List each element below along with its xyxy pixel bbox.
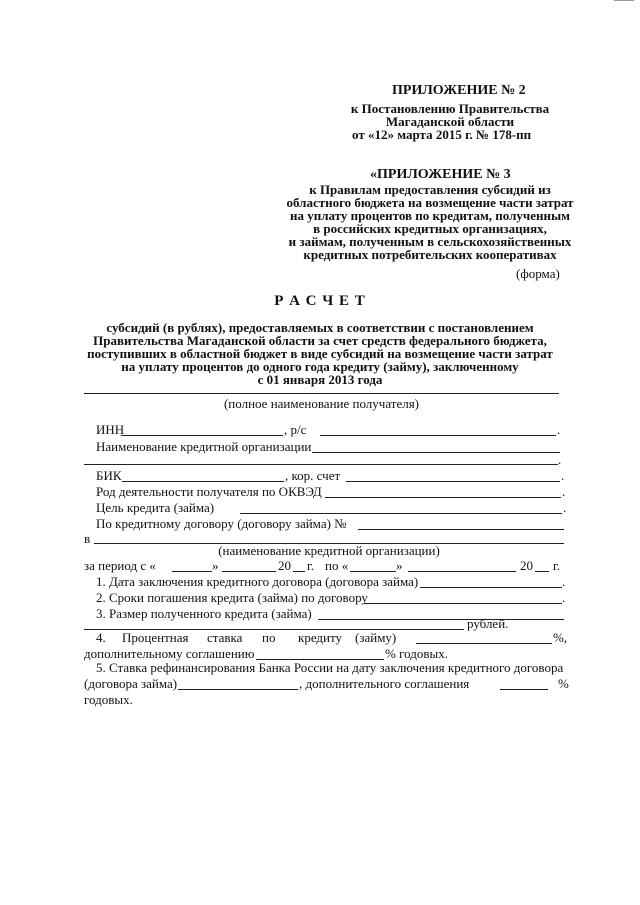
subtitle-line: с 01 января 2013 года [257, 372, 383, 387]
item1-field[interactable] [420, 587, 562, 588]
item4-rate-field[interactable] [416, 643, 552, 644]
doc-title: Р А С Ч Е Т [274, 293, 366, 309]
contract-number-field[interactable] [358, 529, 564, 530]
item4-line2-label: дополнительному соглашению [84, 646, 255, 661]
item5-supplement-rate-field[interactable] [500, 689, 548, 690]
okved-label: Род деятельности получателя по ОКВЭД [96, 484, 322, 499]
kor-field[interactable] [346, 481, 560, 482]
item3-label: 3. Размер полученного кредита (займа) [96, 606, 312, 621]
period-to-day-field[interactable] [350, 571, 396, 572]
period-from-month-field[interactable] [222, 571, 276, 572]
appendix3-line: областного бюджета на возмещение части затрат [286, 195, 574, 210]
item2-label: 2. Сроки погашения кредита (займа) по договору [96, 590, 368, 605]
subtitle-line: субсидий (в рублях), предоставляемых в соответствии с постановлением [106, 320, 534, 335]
scan-mark [614, 0, 634, 1]
appendix3-line: к Правилам предоставления субсидий из [309, 182, 551, 197]
in-label: в [84, 531, 91, 546]
recipient-caption: (полное наименование получателя) [223, 396, 420, 411]
appendix2-line2: Магаданской области [385, 114, 515, 129]
kor-label: , кор. счет [285, 468, 341, 483]
bank-caption: (наименование кредитной организации) [218, 543, 440, 558]
period-to-label: по « [325, 558, 349, 573]
appendix2-line1: к Постановлению Правительства [350, 101, 550, 116]
purpose-label: Цель кредита (займа) [96, 500, 215, 515]
inn-label: ИНН [96, 422, 125, 437]
bik-field[interactable] [122, 481, 284, 482]
item1-label: 1. Дата заключения кредитного договора (договора займа) [96, 574, 419, 589]
bank-name-field[interactable] [312, 452, 560, 453]
rs-field[interactable] [320, 435, 556, 436]
appendix3-title: «ПРИЛОЖЕНИЕ № 3 [370, 167, 511, 182]
purpose-field[interactable] [240, 513, 562, 514]
appendix3-line: и займам, полученным в сельскохозяйственных [288, 234, 572, 249]
period-from-label: за период с « [84, 558, 156, 573]
rs-label: , р/с [284, 422, 307, 437]
item5-contract-rate-field[interactable] [178, 689, 298, 690]
document-page: ПРИЛОЖЕНИЕ № 2 к Постановлению Правительства Магаданской области от «12» марта 2015 г. № 178-пп «ПРИЛОЖЕНИЕ № 3 к Правилам предоставления субсидий из областного бюджета на возмещение части затрат на уплату процентов по кредитам, полученным в российских кредитных организациях, и займам, полученным в сельскохозяйственных кредитных потребительских кооперативах (форма) Р А С Ч Е Т субсидий (в рублях), предоставляемых в соответствии с постановлением Правительства Магаданской области за счет средств федерального бюджета, поступивших в областной бюджет в виде субсидий на возмещение части затрат на уплату процентов до одного года кредиту (займу), заключенному с 01 января 2013 года (полное наименование получателя) ИНН , р/с . Наименование кредитной организации . БИК , кор. счет . Род деятельности получателя по ОКВЭД . Цель кредита (займа) . По кредитному договору (договору займа) № в (наименование кредитной организации) за период с « » 20 г. по « » 20 г. 1. Дата заключения кредитного договора (договора займа) . 2. Сроки погашения кредита (займа) по договору . 3. Размер полученного кредита (займа) рублей. 4. Процентная ставка по кредиту (займу) %, дополнительному соглашению % годовых. 5. Ставка рефинансирования Банка России на дату заключения кредитного договора (договора займа) , дополнительного соглашения % годовых. [0, 0, 640, 905]
inn-field[interactable] [121, 435, 283, 436]
contract-label: По кредитному договору (договору займа) № [96, 516, 347, 531]
period-to-year-field[interactable] [535, 571, 549, 572]
okved-field[interactable] [325, 497, 561, 498]
item2-field[interactable] [364, 603, 562, 604]
recipient-name-field[interactable] [84, 393, 559, 394]
item5-line3: годовых. [84, 692, 133, 707]
form-label: (форма) [516, 266, 560, 281]
period-from-year-field[interactable] [293, 571, 305, 572]
appendix2-title: ПРИЛОЖЕНИЕ № 2 [392, 83, 526, 98]
appendix2-line3: от «12» марта 2015 г. № 178-пп [352, 127, 532, 142]
item5-label: 5. Ставка рефинансирования Банка России на дату заключения кредитного договора [96, 660, 564, 675]
bik-label: БИК [96, 468, 122, 483]
subtitle-line: поступивших в областной бюджет в виде субсидий на возмещение части затрат [87, 346, 553, 361]
rubles-label: рублей. [467, 616, 509, 631]
bank-name-label: Наименование кредитной организации [96, 439, 312, 454]
item3-field[interactable] [318, 619, 564, 620]
appendix3-line: на уплату процентов по кредитам, полученным [289, 208, 570, 223]
period-from-day-field[interactable] [172, 571, 212, 572]
appendix3-line: кредитных потребительских кооперативах [303, 247, 557, 262]
bank-name-field-cont[interactable] [84, 464, 558, 465]
subtitle-line: на уплату процентов до одного года кредиту (займу), заключенному [121, 359, 519, 374]
subtitle-line: Правительства Магаданской области за счет средств федерального бюджета, [93, 333, 547, 348]
period-to-month-field[interactable] [408, 571, 516, 572]
appendix3-line: в российских кредитных организациях, [313, 221, 547, 236]
